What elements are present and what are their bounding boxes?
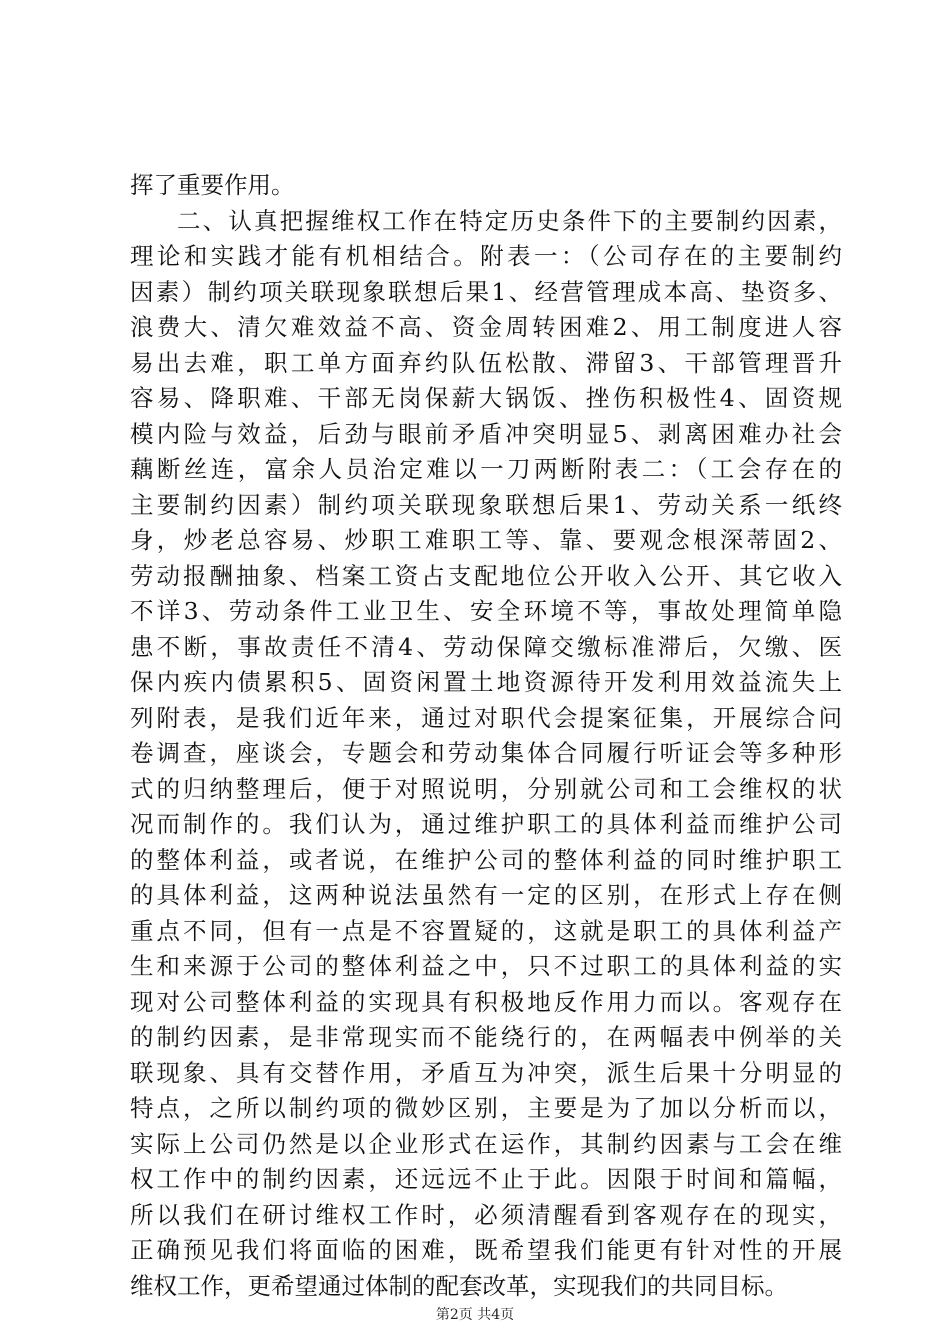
text-line: 主要制约因素）制约项关联现象联想后果1、劳动关系一纸终	[130, 490, 842, 519]
text-line: 维权工作，更希望通过体制的配套改革，实现我们的共同目标。	[130, 1271, 788, 1300]
text-line: 模内险与效益，后劲与眼前矛盾冲突明显5、剥离困难办社会	[130, 419, 842, 448]
text-line: 重点不同，但有一点是不容置疑的，这就是职工的具体利益产	[130, 916, 842, 945]
text-line: 卷调查，座谈会，专题会和劳动集体合同履行听证会等多种形	[130, 739, 842, 767]
text-line: 身，炒老总容易、炒职工难职工等、靠、要观念根深蒂固2、	[130, 526, 842, 554]
body-text	[130, 168, 842, 1304]
text-line: 现对公司整体利益的实现具有积极地反作用力而以。客观存在	[130, 987, 842, 1016]
text-line: 列附表，是我们近年来，通过对职代会提案征集，开展综合问	[130, 703, 842, 732]
text-line: 二、认真把握维权工作在特定历史条件下的主要制约因素，	[177, 206, 842, 235]
page-number: 第2页 共4页	[435, 1307, 515, 1323]
text-line: 不详3、劳动条件工业卫生、安全环境不等，事故处理简单隐	[130, 597, 842, 625]
text-line: 易出去难，职工单方面弃约队伍松散、滞留3、干部管理晋升	[130, 348, 842, 377]
text-line: 正确预见我们将面临的困难，既希望我们能更有针对性的开展	[130, 1236, 842, 1264]
text-line: 浪费大、清欠难效益不高、资金周转困难2、用工制度进人容	[130, 313, 842, 341]
text-line: 特点，之所以制约项的微妙区别，主要是为了加以分析而以，	[130, 1094, 842, 1122]
text-line: 生和来源于公司的整体利益之中，只不过职工的具体利益的实	[130, 952, 842, 980]
text-line: 况而制作的。我们认为，通过维护职工的具体利益而维护公司	[130, 810, 842, 838]
text-line: 的制约因素，是非常现实而不能绕行的，在两幅表中例举的关	[130, 1023, 842, 1051]
text-line: 式的归纳整理后，便于对照说明，分别就公司和工会维权的状	[130, 774, 842, 803]
text-line: 因素）制约项关联现象联想后果1、经营管理成本高、垫资多、	[130, 277, 842, 306]
page-footer	[0, 1304, 950, 1324]
text-line: 劳动报酬抽象、档案工资占支配地位公开收入公开、其它收入	[130, 561, 842, 590]
text-line: 实际上公司仍然是以企业形式在运作，其制约因素与工会在维	[130, 1129, 842, 1158]
text-line: 藕断丝连，富余人员治定难以一刀两断附表二：（工会存在的	[130, 455, 842, 483]
text-line: 挥了重要作用。	[130, 171, 295, 199]
text-line: 容易、降职难、干部无岗保薪大锅饭、挫伤积极性4、固资规	[130, 384, 842, 412]
text-line: 联现象、具有交替作用，矛盾互为冲突，派生后果十分明显的	[130, 1058, 842, 1087]
text-line: 患不断，事故责任不清4、劳动保障交缴标准滞后，欠缴、医	[130, 632, 842, 661]
text-line: 的整体利益，或者说，在维护公司的整体利益的同时维护职工	[130, 845, 842, 874]
text-line: 理论和实践才能有机相结合。附表一：（公司存在的主要制约	[130, 242, 842, 270]
text-line: 的具体利益，这两种说法虽然有一定的区别，在形式上存在侧	[130, 881, 842, 909]
text-line: 保内疾内债累积5、固资闲置土地资源待开发利用效益流失上	[130, 668, 842, 696]
text-line: 所以我们在研讨维权工作时，必须清醒看到客观存在的现实，	[130, 1200, 842, 1229]
text-line: 权工作中的制约因素，还远远不止于此。因限于时间和篇幅，	[130, 1165, 842, 1193]
